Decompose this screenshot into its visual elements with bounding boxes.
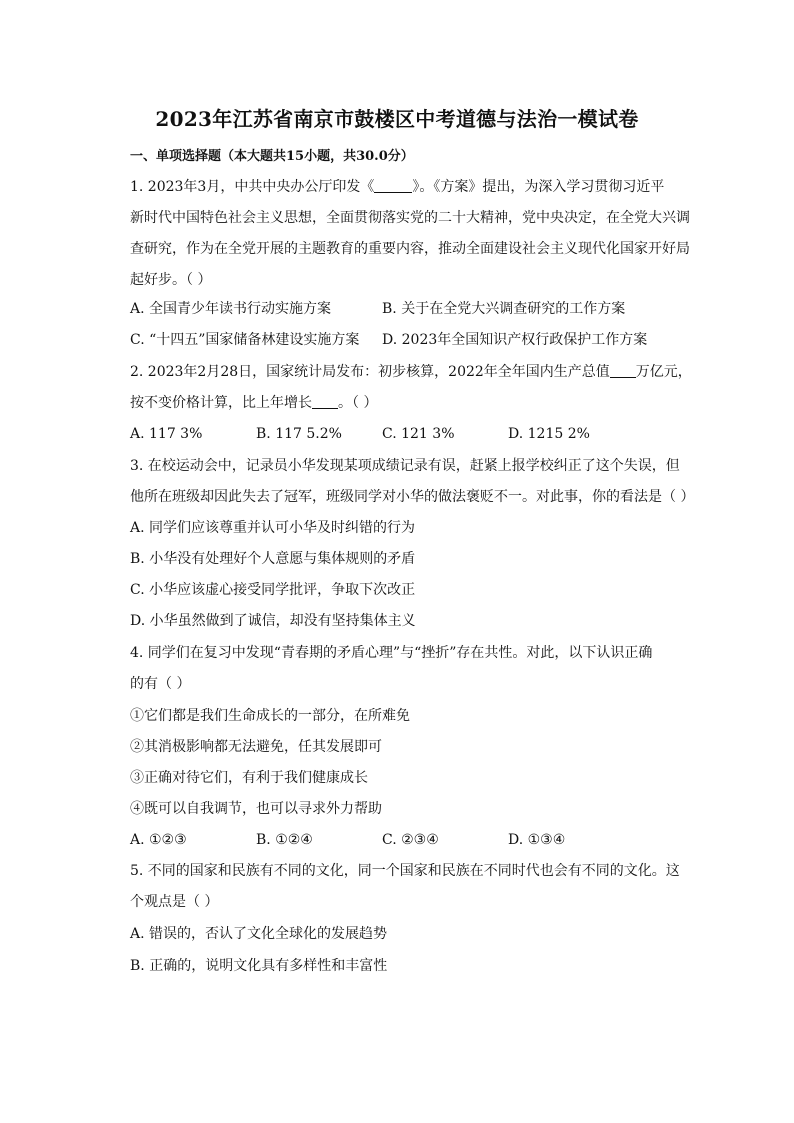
q5-option-a: A. 错误的，否认了文化全球化的发展趋势 (130, 926, 388, 942)
question-3-line-1: 3. 在校运动会中，记录员小华发现某项成绩记录有误，赶紧上报学校纠正了这个失误，但 (130, 458, 680, 474)
q4-statement-4: ④既可以自我调节，也可以寻求外力帮助 (130, 801, 382, 817)
question-1-line-2: 新时代中国特色社会主义思想，全面贯彻落实党的二十大精神，党中央决定，在全党大兴调 (130, 210, 690, 226)
question-5 (130, 856, 690, 918)
question-2-line-1: 2. 2023年2月28日，国家统计局发布：初步核算，2022年全年国内生产总值 万亿元， (130, 364, 692, 380)
answer-blank (312, 394, 338, 409)
answer-blank (374, 178, 412, 193)
question-2-line-2: 按不变价格计算，比上年增长 。（ ） (130, 395, 378, 411)
q4-option-d: D. ①③④ (508, 832, 566, 848)
q3-option-c: C. 小华应该虚心接受同学批评，争取下次改正 (130, 582, 416, 598)
q5-option-b: B. 正确的，说明文化具有多样性和丰富性 (130, 958, 388, 974)
question-5-line-2: 个观点是（ ） (130, 894, 219, 910)
q4-option-a: A. ①②③ (130, 832, 187, 848)
question-4-line-2: 的有（ ） (130, 676, 191, 692)
q3-option-a: A. 同学们应该尊重并认可小华及时纠错的行为 (130, 520, 416, 536)
question-4 (130, 638, 690, 700)
question-3 (130, 451, 695, 513)
q2-option-b: B. 117 5.2% (256, 426, 342, 442)
page-title: 2023年江苏省南京市鼓楼区中考道德与法治一模试卷 (155, 107, 639, 131)
q4-option-b: B. ①②④ (256, 832, 313, 848)
question-1-line-1: 1. 2023年3月，中共中央办公厅印发《 》。《方案》提出，为深入学习贯彻习近平 (130, 179, 665, 195)
q1-option-b: B. 关于在全党大兴调查研究的工作方案 (382, 301, 626, 317)
q2-option-d: D. 1215 2% (508, 426, 590, 442)
q4-option-c: C. ②③④ (382, 832, 439, 848)
question-1 (130, 172, 690, 296)
question-1-line-4: 起好步。（ ） (130, 272, 212, 288)
question-2 (130, 357, 690, 419)
section-heading: 一、单项选择题（本大题共15小题，共30.0分） (130, 149, 414, 164)
q3-option-d: D. 小华虽然做到了诚信，却没有坚持集体主义 (130, 613, 416, 629)
q2-option-a: A. 117 3% (130, 426, 203, 442)
q4-statement-1: ①它们都是我们生命成长的一部分，在所难免 (130, 708, 410, 724)
q4-statement-3: ③正确对待它们，有利于我们健康成长 (130, 770, 368, 786)
answer-blank (610, 363, 636, 378)
q1-option-d: D. 2023年全国知识产权行政保护工作方案 (382, 332, 648, 348)
q3-option-b: B. 小华没有处理好个人意愿与集体规则的矛盾 (130, 551, 416, 567)
question-3-line-2: 他所在班级却因此失去了冠军，班级同学对小华的做法褒贬不一。对此事，你的看法是（ ） (130, 489, 695, 505)
q2-option-c: C. 121 3% (382, 426, 455, 442)
question-4-line-1: 4. 同学们在复习中发现“青春期的矛盾心理”与“挫折”存在共性。对此，以下认识正确 (130, 645, 653, 661)
q1-option-c: C. “十四五”国家储备林建设实施方案 (130, 332, 360, 348)
question-5-line-1: 5. 不同的国家和民族有不同的文化，同一个国家和民族在不同时代也会有不同的文化。这 (130, 863, 680, 879)
q4-statement-2: ②其消极影响都无法避免，任其发展即可 (130, 739, 382, 755)
question-1-line-3: 查研究，作为在全党开展的主题教育的重要内容，推动全面建设社会主义现代化国家开好局 (130, 241, 690, 257)
q1-option-a: A. 全国青少年读书行动实施方案 (130, 301, 332, 317)
